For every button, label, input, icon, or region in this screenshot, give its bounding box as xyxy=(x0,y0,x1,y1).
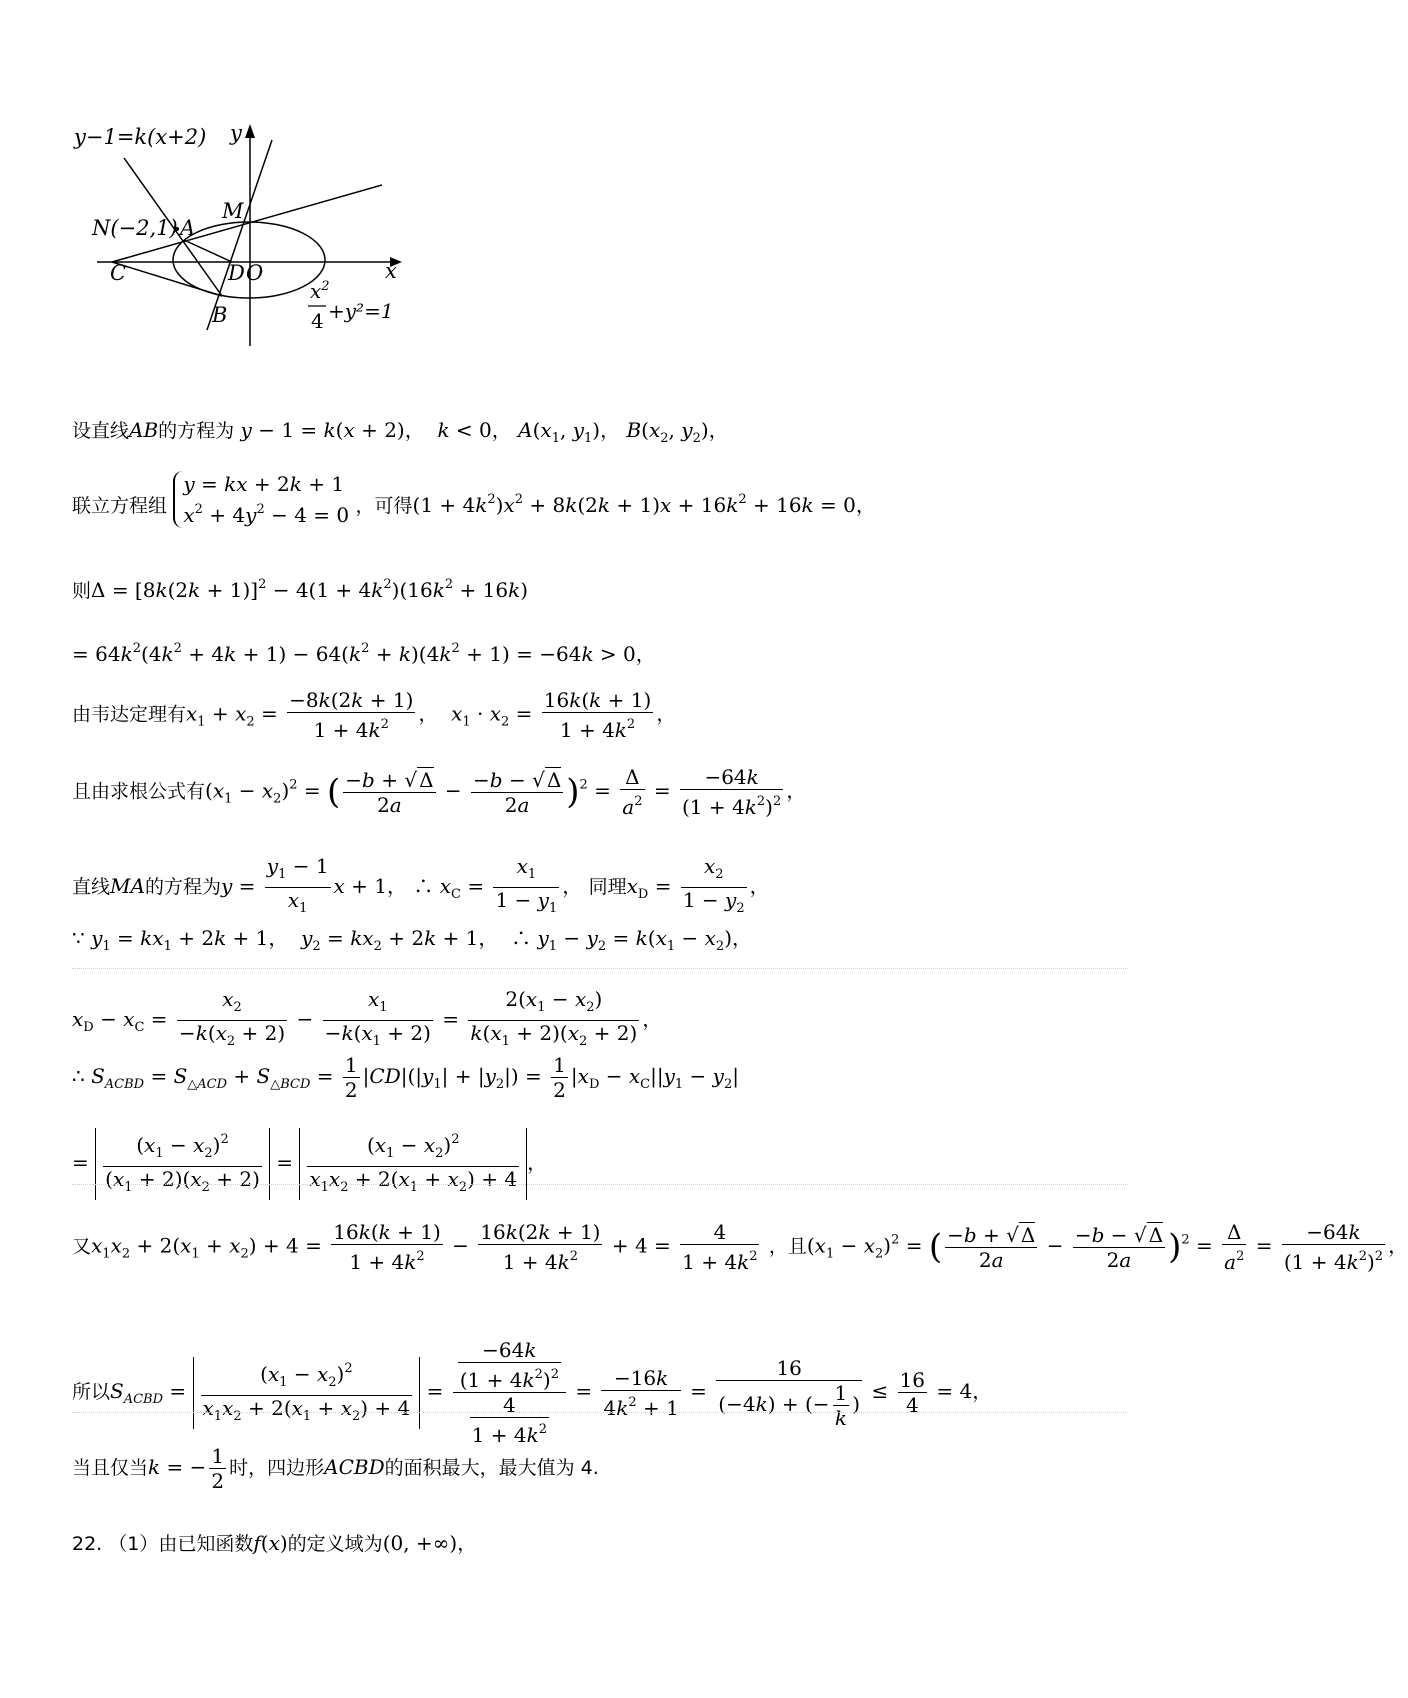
D-label: D xyxy=(228,261,245,285)
line-vieta: 由韦达定理有$x_1 + x_2$ = $\frac{-8k(2k + 1)}{1 + 4k^2}$ ， $x_1 \cdot x_2$ = $\frac{16k(k + 1)}{1 + 4k^2}$ ， xyxy=(72,688,677,742)
y-axis-arrow xyxy=(245,124,255,138)
N-label: N(−2,1) xyxy=(92,216,178,240)
line-MA: 直线MA的方程为y = $\frac{y_1 - 1}{x_1}$ x + 1， ∴ $x_C$ = $\frac{x_1}{1 - y_1}$ ， 同理$x_D$ = $\frac{x_2}{1 - y_2}$ ， xyxy=(72,854,770,916)
line-delta: 则$\Delta = [8k(2k + 1)]^2 - 4(1 + 4k^2)(16k^2 + 16k)$ xyxy=(72,577,528,602)
M-label: M xyxy=(222,199,244,223)
line-label: y−1=k(x+2) xyxy=(74,125,207,149)
A-label: A xyxy=(180,216,196,240)
x-label: x xyxy=(385,259,397,283)
line-CB xyxy=(112,262,222,296)
separator xyxy=(72,1412,1128,1413)
ellipse-den: 4 xyxy=(311,309,324,333)
ellipse-rest: +y²=1 xyxy=(328,299,394,323)
line-set-AB: 设直线AB的方程为 y − 1 = k(x + 2)， k < 0， $A(x_1$, $y_1$)， $B(x_2$, $y_2$)， xyxy=(72,418,729,446)
line-area-result: 所以$S_{ACBD}$ = $\frac{(x_1 - x_2)^2}{x_1x_2 + 2(x_1 + x_2) + 4}$ = $\frac{\frac{-64k}{(1 + 4k^2)^2}}{\frac{4}{1 + 4k^2}}$ = $\frac{-16k}{4k^2 + 1}$ = 16 (−4k) + (− $\frac{1}{k}$ ) ≤ $\frac{16}{4}$ = 4， xyxy=(72,1338,993,1447)
line-AD xyxy=(184,240,232,262)
O-label: O xyxy=(246,261,264,285)
line-conclusion: 当且仅当k = − $\frac{1}{2}$ 时，四边形ACBD的面积最大，最大值为 4. xyxy=(72,1444,599,1493)
line-denominator: 又$x_1x_2 + 2(x_1 + x_2) + 4$ = $\frac{16k(k + 1)}{1 + 4k^2}$ − $\frac{16k(2k + 1)}{1 + 4k^2}$ + 4 = $\frac{4}{1 + 4k^2}$ ，且$(x_1 - x_2)^2$ = ( $\frac{-b + √ \Delta}{2a}$ − $\frac{-b - √ \Delta}{2a}$ )$^2$ = $\frac{\Delta}{a^2}$ = $\frac{-64k}{(1 + 4k^2)^2}$ ， xyxy=(72,1220,1408,1274)
line-y-diff: ∵ $y_1 = kx_1 + 2k + 1$， $y_2 = kx_2 + 2k + 1$， ∴ $y_1 - y_2 = k(x_1 - x_2)$， xyxy=(72,926,752,954)
line-root-formula: 且由求根公式有$(x_1 - x_2)^2$ = ( $\frac{-b + √ \Delta}{2a}$ − $\frac{-b - √ \Delta}{2a}$ )$^2$ = $\frac{\Delta}{a^2}$ = $\frac{-64k}{(1 + 4k^2)^2}$ ， xyxy=(72,765,807,819)
ellipse-num: $x^2$ xyxy=(310,279,330,303)
line-system: 联立方程组 y = kx + 2k + 1 $x^2 + 4y^2 - 4 = 0$ ，可得$(1 + 4k^2)x^2 + 8k(2k + 1)x + 16k^2 + 16k = 0$， xyxy=(72,472,876,527)
separator xyxy=(72,1184,1128,1185)
geometry-figure xyxy=(72,118,412,358)
line-xD-xC: $x_D - x_C$ = $\frac{x_2}{-k(x_2 + 2)}$ − $\frac{x_1}{-k(x_1 + 2)}$ = $\frac{2(x_1 - x_2)}{k(x_1 + 2)(x_2 + 2)}$ ， xyxy=(72,987,663,1049)
line-MB xyxy=(207,140,272,330)
y-label: y xyxy=(230,121,242,145)
line-question-22: 22. （1）由已知函数f(x)的定义域为(0, +∞)， xyxy=(72,1531,478,1555)
line-area: ∴ $S_{ACBD} = S_{\triangle ACD} + S_{\triangle BCD}$ = $\frac{1}{2}$ $|CD|(|y_1| + |y_2|)$ = $\frac{1}{2}$ $|x_D - x_C||y_1 - y_2|$ xyxy=(72,1053,739,1102)
line-area-2: = $\frac{(x_1 - x_2)^2}{(x_1 + 2)(x_2 + 2)}$ = $\frac{(x_1 - x_2)^2}{x_1x_2 + 2(x_1 + x_2) + 4}$ ， xyxy=(72,1128,547,1200)
line-delta-simplify: = $64k^2(4k^2 + 4k + 1) - 64(k^2 + k)(4k^2 + 1) = -64k > 0$， xyxy=(72,641,656,666)
separator xyxy=(72,968,1128,969)
B-label: B xyxy=(212,303,228,327)
C-label: C xyxy=(110,261,127,285)
